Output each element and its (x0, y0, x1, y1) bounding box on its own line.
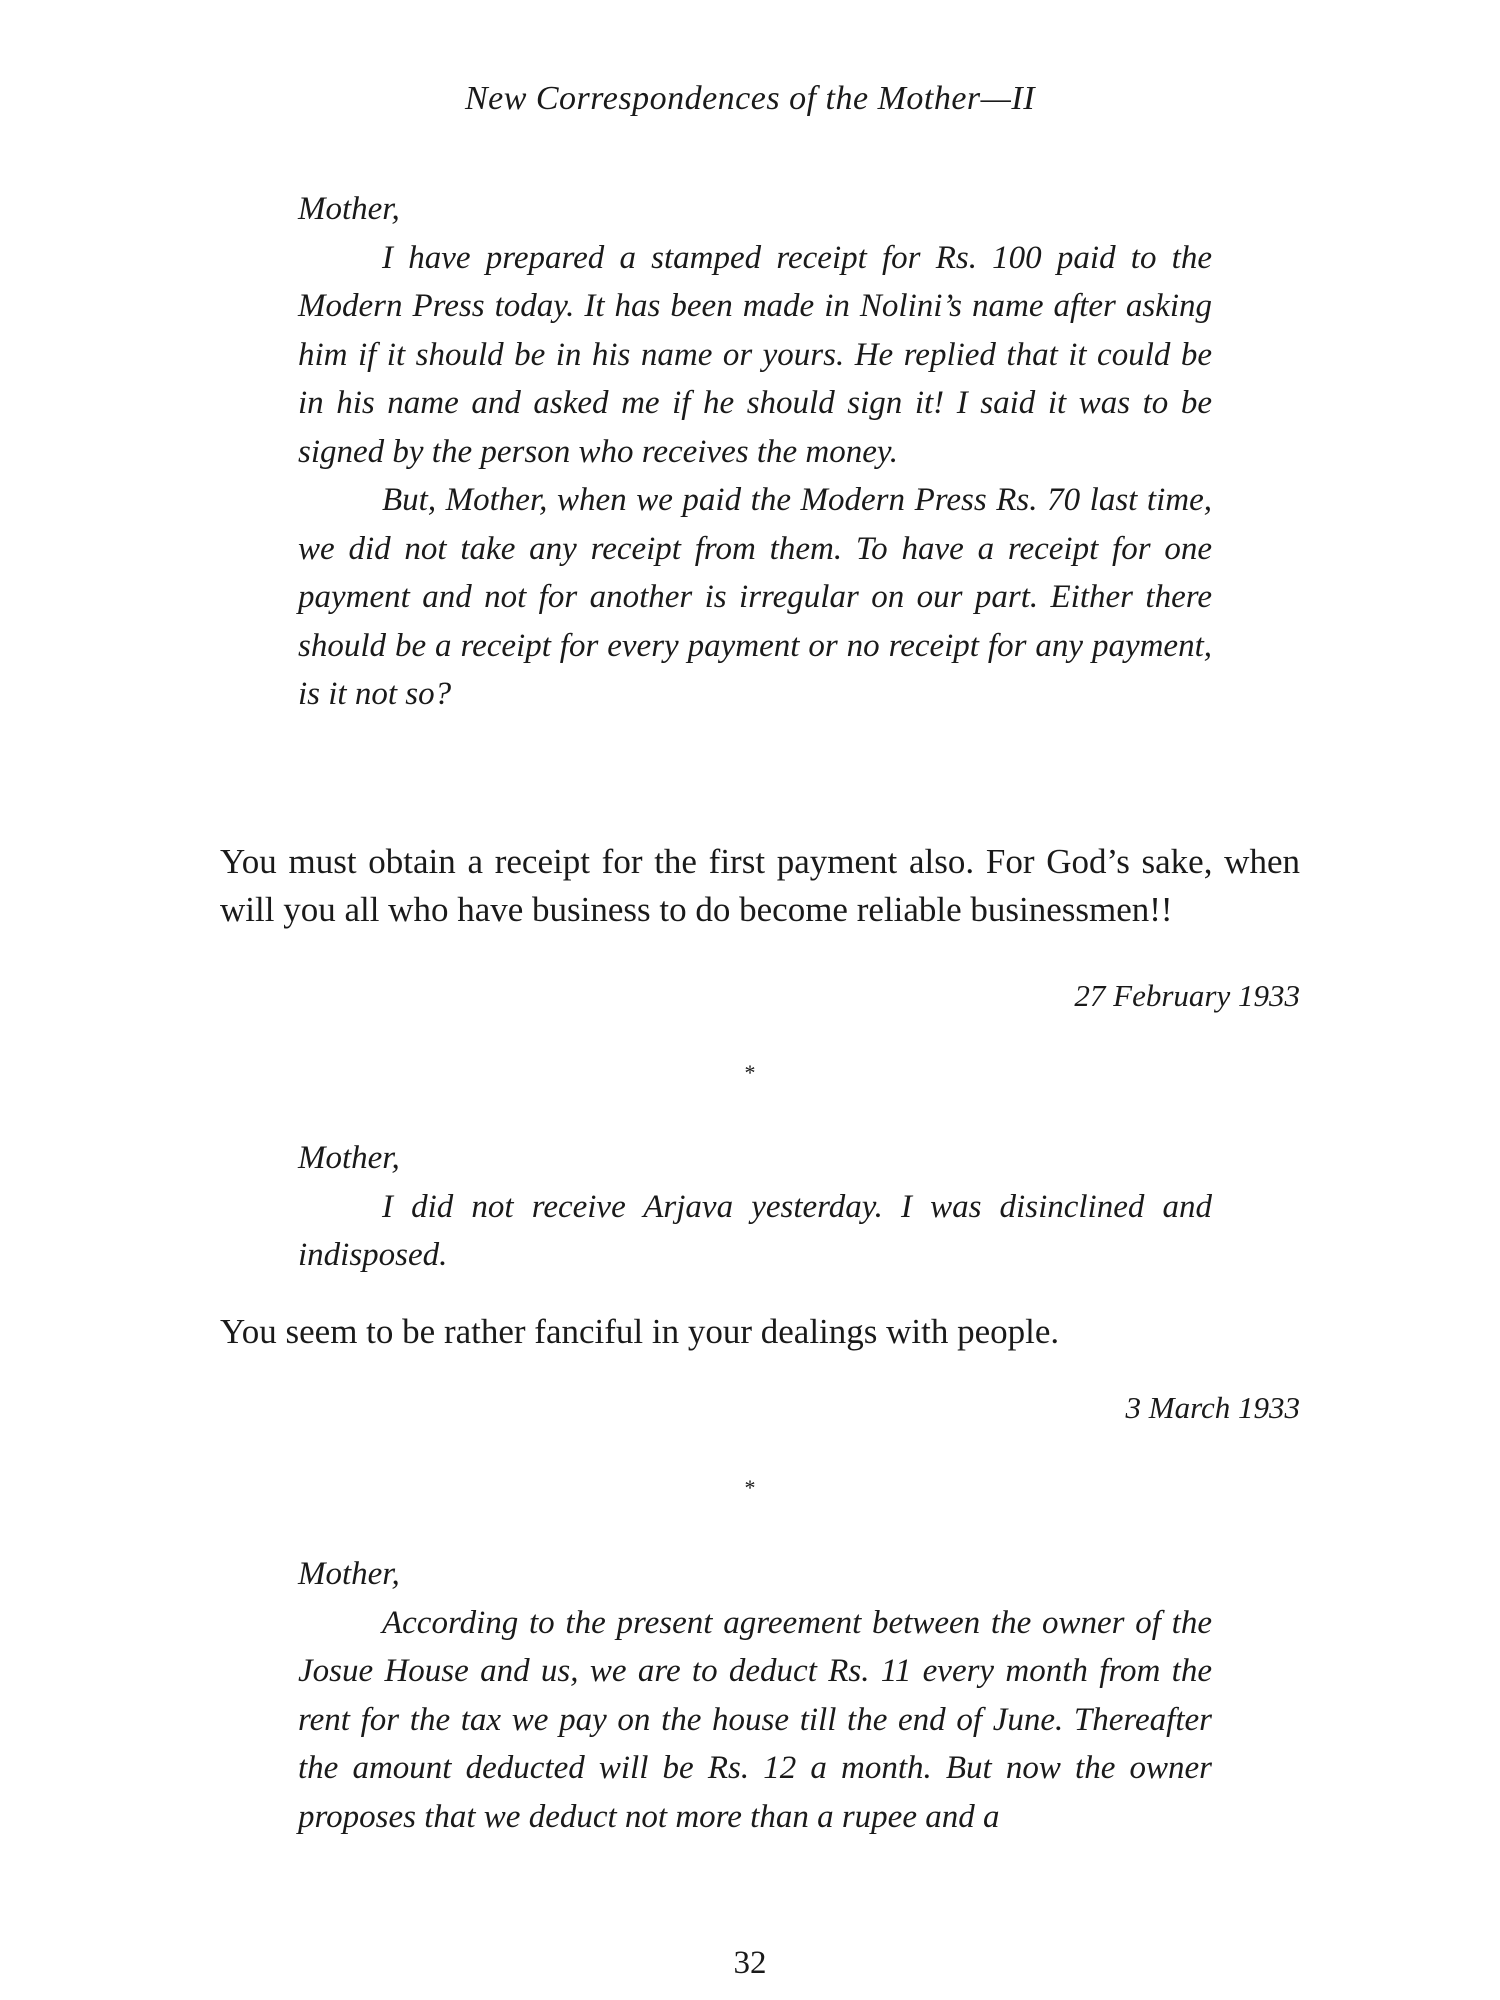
page-number: 32 (733, 1945, 767, 1981)
letter-1-paragraph-2: But, Mother, when we paid the Modern Press Rs. 70 last time, we did not take any receipt from them. To have a receipt for one payment and not for another is irregular on our part. Either there should be a receipt for every payment or no receipt for any payment, is it not so? (298, 482, 1212, 712)
letter-3 (298, 1550, 1212, 1841)
letter-1 (298, 185, 1212, 719)
letter-2-reply (220, 1308, 1300, 1356)
letter-1-reply (220, 838, 1300, 934)
letter-1-paragraph-1: I have prepared a stamped receipt for Rs. 100 paid to the Modern Press today. It has been made in Nolini’s name after asking him if it should be in his name or yours. He replied that it could be in his name and asked me if he should sign it! I said it was to be signed by the person who receives the money. (298, 239, 1212, 470)
letter-3-salutation: Mother, (298, 1556, 400, 1592)
letter-2-salutation: Mother, (298, 1140, 400, 1176)
letter-2 (298, 1134, 1212, 1280)
letter-1-reply-text: You must obtain a receipt for the first payment also. For God’s sake, when will you all who have business to do become reliable businessmen!! (220, 842, 1300, 929)
letter-2-paragraph-1: I did not receive Arjava yesterday. I was disinclined and indisposed. (298, 1188, 1212, 1273)
letter-3-paragraph-1: According to the present agreement between the owner of the Josue House and us, we are to deduct Rs. 11 every month from the rent for the tax we pay on the house till the end of June. Thereafter the amount deducted will be Rs. 12 a month. But now the owner proposes that we deduct not more than a rupee and a (298, 1604, 1212, 1835)
letter-1-salutation: Mother, (298, 191, 400, 227)
letter-2-reply-text: You seem to be rather fanciful in your dealings with people. (220, 1312, 1060, 1351)
separator-1: * (744, 1060, 756, 1085)
separator-2: * (744, 1475, 756, 1500)
running-header: New Correspondences of the Mother—II (464, 80, 1036, 117)
letter-2-date: 3 March 1933 (1125, 1390, 1300, 1425)
letter-1-date: 27 February 1933 (1074, 978, 1300, 1013)
